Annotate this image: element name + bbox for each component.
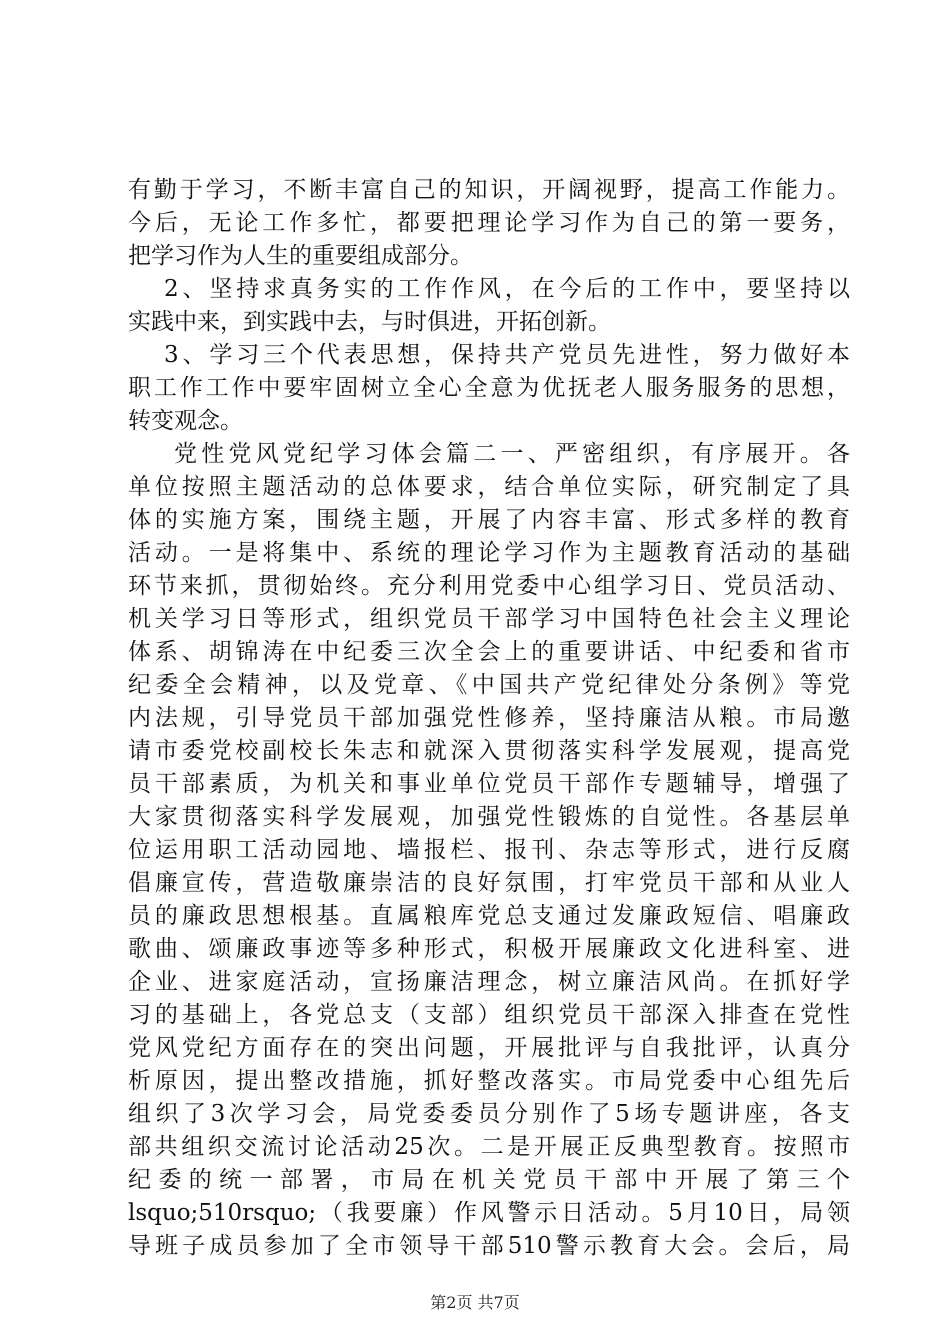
text-line-18: 请市委党校副校长朱志和就深入贯彻落实科学发展观，提高党 — [128, 738, 850, 764]
text-line-29: 组织了3次学习会，局党委委员分别作了5场专题讲座，各支 — [128, 1101, 850, 1127]
text-line-17: 内法规，引导党员干部加强党性修养，坚持廉洁从粮。市局邀 — [128, 705, 850, 731]
text-line-25: 企业、进家庭活动，宣扬廉洁理念，树立廉洁风尚。在抓好学 — [128, 969, 850, 995]
text-line-13: 环节来抓，贯彻始终。充分利用党委中心组学习日、党员活动、 — [128, 573, 850, 599]
text-line-23: 员的廉政思想根基。直属粮库党总支通过发廉政短信、唱廉政 — [128, 903, 850, 929]
text-line-4: 2、坚持求真务实的工作作风，在今后的工作中，要坚持以 — [164, 276, 850, 302]
text-line-10: 单位按照主题活动的总体要求，结合单位实际，研究制定了具 — [128, 474, 850, 500]
text-line-7: 职工作工作中要牢固树立全心全意为优抚老人服务服务的思想， — [128, 375, 850, 401]
text-line-33: 导班子成员参加了全市领导干部510警示教育大会。会后，局 — [128, 1233, 850, 1259]
text-line-31: 纪委的统一部署，市局在机关党员干部中开展了第三个 — [128, 1167, 850, 1193]
page-footer — [0, 1290, 950, 1313]
text-line-16: 纪委全会精神，以及党章、《中国共产党纪律处分条例》等党 — [128, 672, 850, 698]
page-number-label: 第2页 共7页 — [430, 1293, 520, 1312]
text-line-1: 有勤于学习，不断丰富自己的知识，开阔视野，提高工作能力。 — [128, 177, 850, 203]
text-line-14: 机关学习日等形式，组织党员干部学习中国特色社会主义理论 — [128, 606, 850, 632]
text-line-30: 部共组织交流讨论活动25次。二是开展正反典型教育。按照市 — [128, 1134, 850, 1160]
text-line-24: 歌曲、颂廉政事迹等多种形式，积极开展廉政文化进科室、进 — [128, 936, 850, 962]
document-body — [128, 174, 850, 1263]
text-line-9: 党性党风党纪学习体会篇二一、严密组织，有序展开。各 — [174, 441, 850, 467]
text-line-11: 体的实施方案，围绕主题，开展了内容丰富、形式多样的教育 — [128, 507, 850, 533]
text-line-20: 大家贯彻落实科学发展观，加强党性锻炼的自觉性。各基层单 — [128, 804, 850, 830]
text-line-21: 位运用职工活动园地、墙报栏、报刊、杂志等形式，进行反腐 — [128, 837, 850, 863]
text-line-32: lsquo;510rsquo;（我要廉）作风警示日活动。5月10日，局领 — [128, 1200, 850, 1226]
text-line-28: 析原因，提出整改措施，抓好整改落实。市局党委中心组先后 — [128, 1068, 850, 1094]
text-line-2: 今后，无论工作多忙，都要把理论学习作为自己的第一要务， — [128, 210, 850, 236]
text-line-5: 实践中来，到实践中去，与时俱进，开拓创新。 — [128, 309, 611, 335]
text-line-6: 3、学习三个代表思想，保持共产党员先进性，努力做好本 — [164, 342, 850, 368]
text-line-8: 转变观念。 — [128, 408, 243, 434]
text-line-19: 员干部素质，为机关和事业单位党员干部作专题辅导，增强了 — [128, 771, 850, 797]
text-line-15: 体系、胡锦涛在中纪委三次全会上的重要讲话、中纪委和省市 — [128, 639, 850, 665]
text-line-26: 习的基础上，各党总支（支部）组织党员干部深入排查在党性 — [128, 1002, 850, 1028]
text-line-3: 把学习作为人生的重要组成部分。 — [128, 243, 473, 269]
text-line-27: 党风党纪方面存在的突出问题，开展批评与自我批评，认真分 — [128, 1035, 850, 1061]
text-line-22: 倡廉宣传，营造敬廉崇洁的良好氛围，打牢党员干部和从业人 — [128, 870, 850, 896]
text-line-12: 活动。一是将集中、系统的理论学习作为主题教育活动的基础 — [128, 540, 850, 566]
